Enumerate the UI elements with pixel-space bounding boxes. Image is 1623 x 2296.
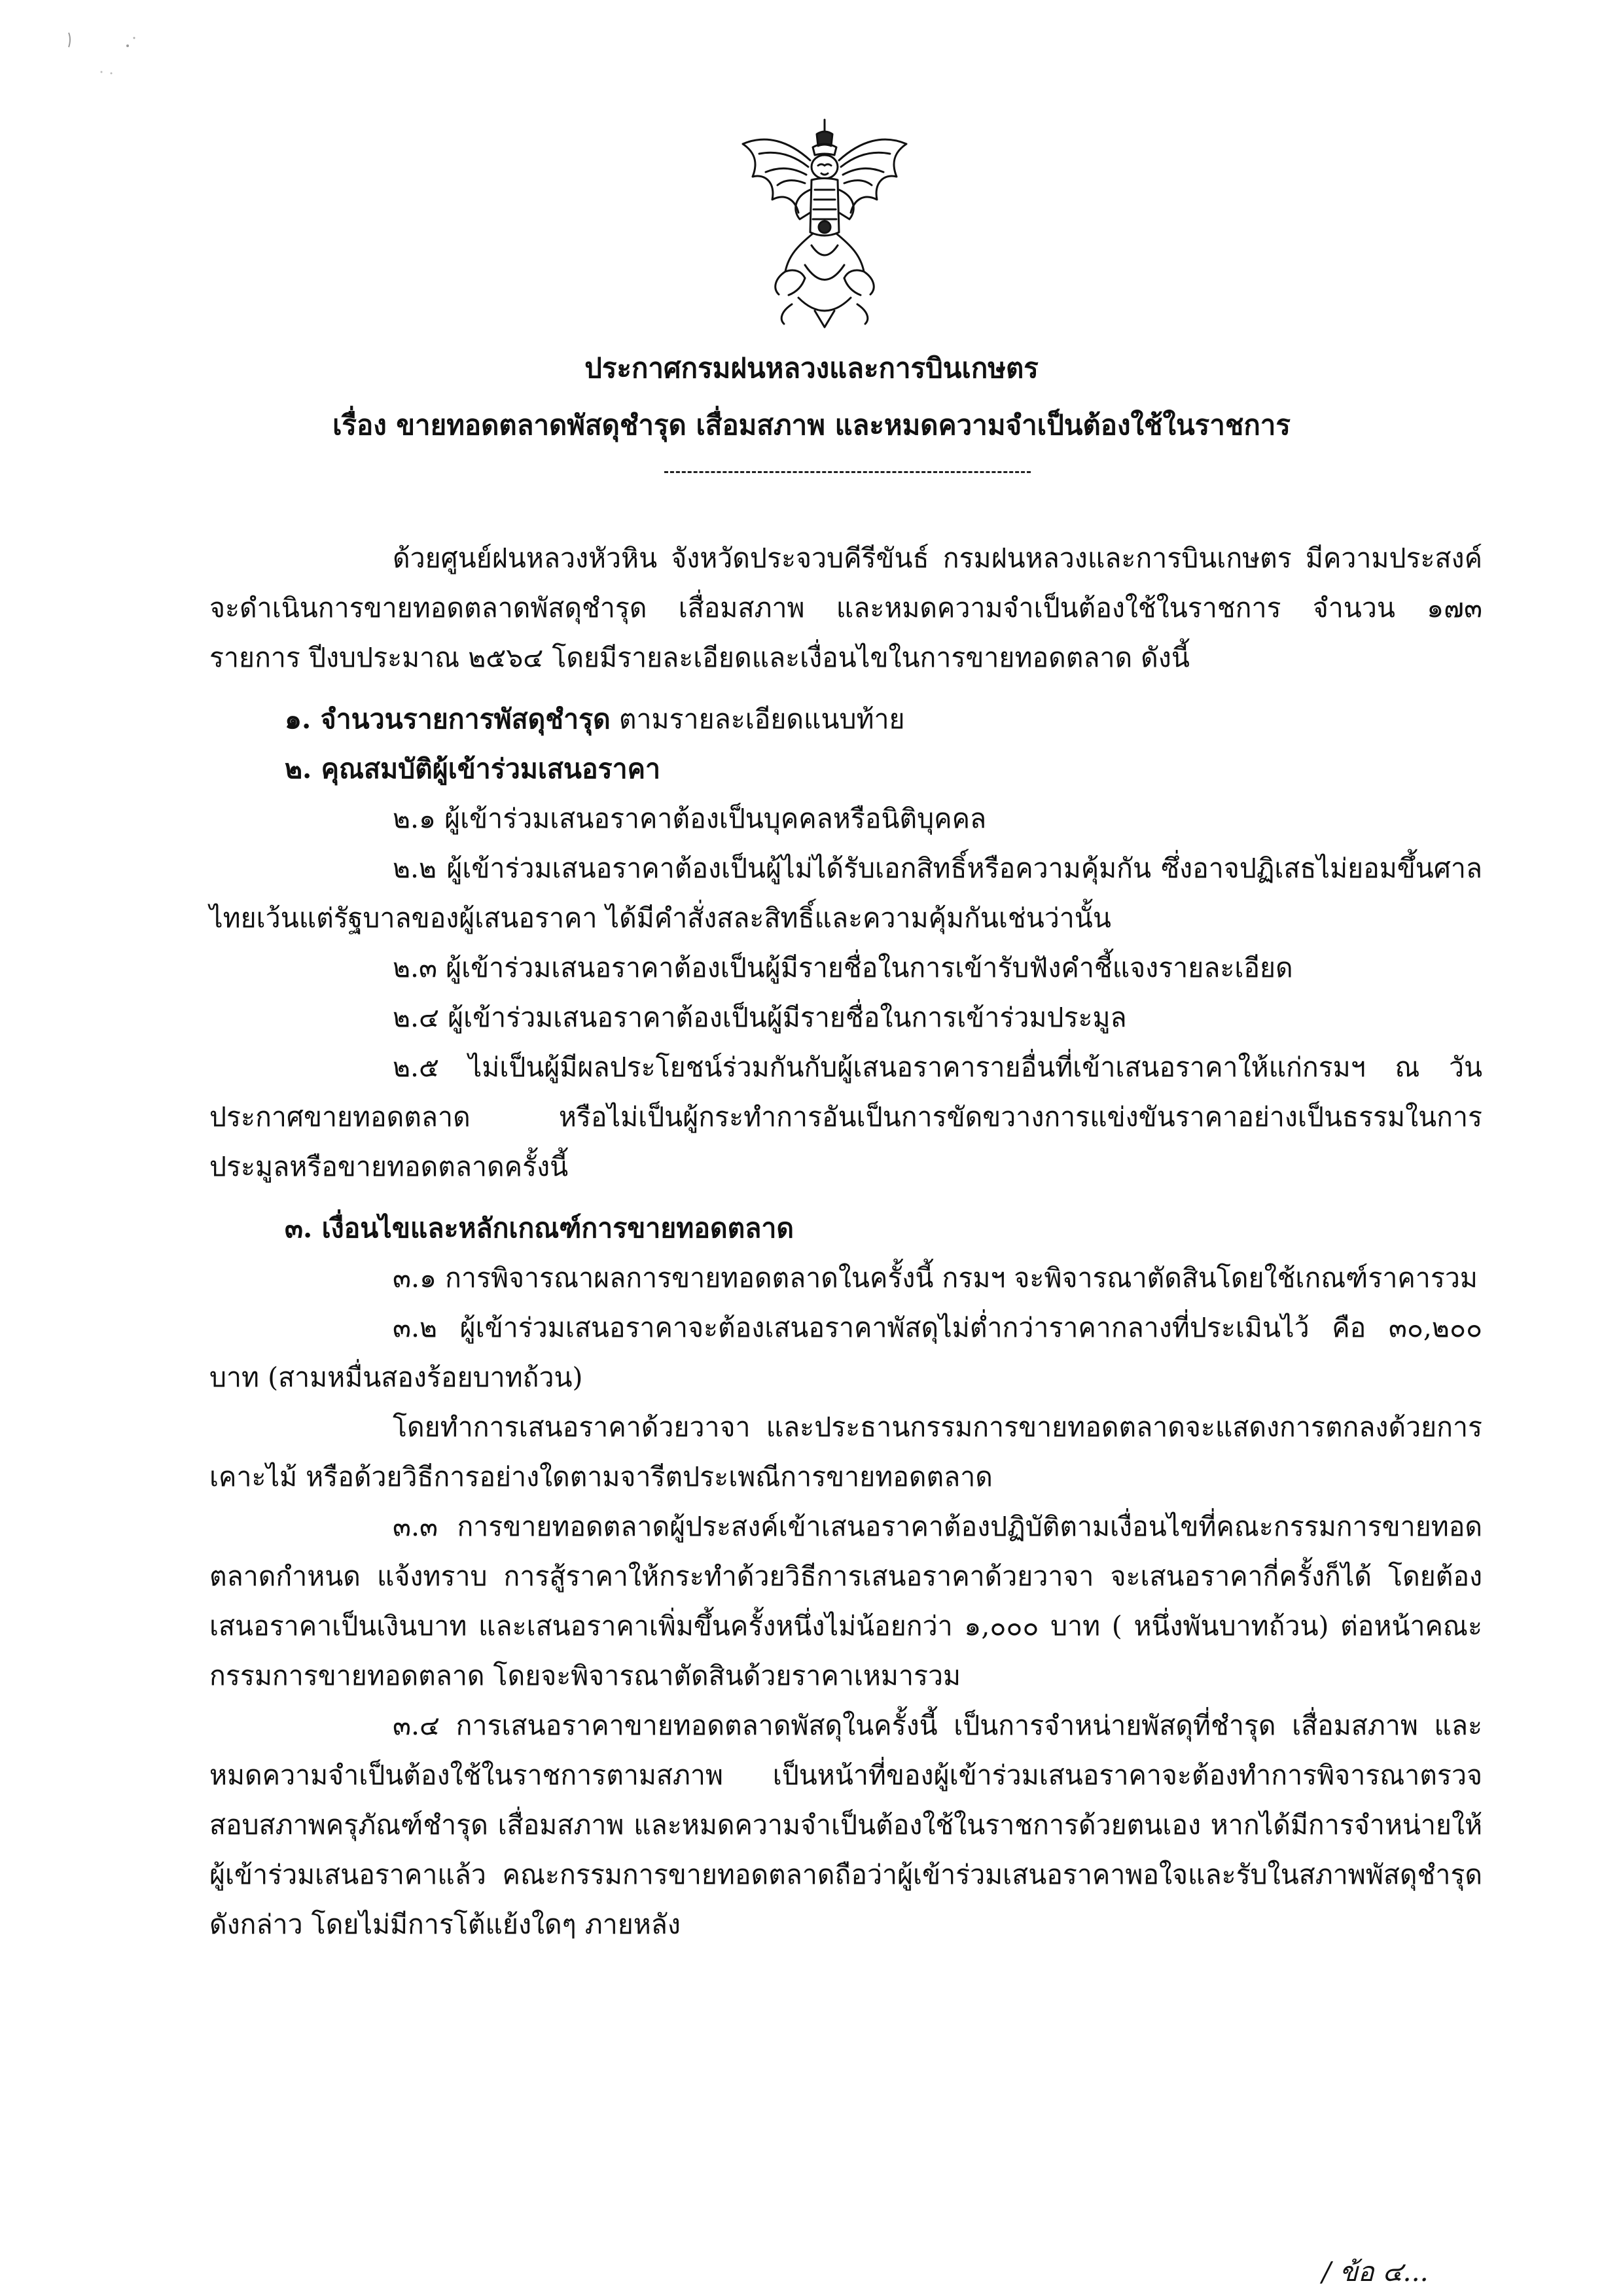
- document-body: [209, 533, 1482, 1949]
- section-3-item-2-cont: โดยทำการเสนอราคาด้วยวาจา และประธานกรรมการขายทอดตลาดจะแสดงการตกลงด้วยการเคาะไม้ หรือด้วยวิธีการอย่างใดตามจารีตประเพณีการขายทอดตลาด: [209, 1411, 1482, 1492]
- announcement-title: ประกาศกรมฝนหลวงและการบินเกษตร: [584, 352, 1039, 384]
- section-3-item-3: ๓.๓ การขายทอดตลาดผู้ประสงค์เข้าเสนอราคาต้องปฏิบัติตามเงื่อนไขที่คณะกรรมการขายทอดตลาดกำหนด แจ้งทราบ การสู้ราคาให้กระทำด้วยวิธีการเสนอราคาด้วยวาจา จะเสนอราคากี่ครั้งก็ได้ โดยต้องเสนอราคาเป็นเงินบาท และเสนอราคาเพิ่มขึ้นครั้งหนึ่งไม่น้อยกว่า ๑,๐๐๐ บาท ( หนึ่งพันบาทถ้วน) ต่อหน้าคณะกรรมการขายทอดตลาด โดยจะพิจารณาตัดสินด้วยราคาเหมารวม: [209, 1511, 1482, 1691]
- section-3-item-1: ๓.๑ การพิจารณาผลการขายทอดตลาดในครั้งนี้ กรมฯ จะพิจารณาตัดสินโดยใช้เกณฑ์ราคารวม: [393, 1262, 1478, 1294]
- section-3-heading: ๓. เงื่อนไขและหลักเกณฑ์การขายทอดตลาด: [285, 1212, 794, 1244]
- garuda-emblem-icon: [726, 115, 923, 330]
- section-2-item-4: ๒.๔ ผู้เข้าร่วมเสนอราคาต้องเป็นผู้มีรายชื่อในการเข้าร่วมประมูล: [393, 1002, 1127, 1033]
- section-1-text: ตามรายละเอียดแนบท้าย: [610, 703, 905, 735]
- section-1: [209, 694, 1482, 744]
- section-3-item-2: ๓.๒ ผู้เข้าร่วมเสนอราคาจะต้องเสนอราคาพัสดุไม่ต่ำกว่าราคากลางที่ประเมินไว้ คือ ๓๐,๒๐๐ บาท (สามหมื่นสองร้อยบาทถ้วน): [209, 1312, 1482, 1393]
- title-divider: [664, 471, 1031, 473]
- section-2-item-5: ๒.๕ ไม่เป็นผู้มีผลประโยชน์ร่วมกันกับผู้เสนอราคารายอื่นที่เข้าเสนอราคาให้แก่กรมฯ ณ วันประกาศขายทอดตลาด หรือไม่เป็นผู้กระทำการอันเป็นการขัดขวางการแข่งขันราคาอย่างเป็นธรรมในการประมูลหรือขายทอดตลาดครั้งนี้: [209, 1051, 1482, 1182]
- intro-paragraph: ด้วยศูนย์ฝนหลวงหัวหิน จังหวัดประจวบคีรีขันธ์ กรมฝนหลวงและการบินเกษตร มีความประสงค์จะดำเนินการขายทอดตลาดพัสดุชำรุด เสื่อมสภาพ และหมดความจำเป็นต้องใช้ในราชการ จำนวน ๑๗๓ รายการ ปีงบประมาณ ๒๕๖๔ โดยมีรายละเอียดและเงื่อนไขในการขายทอดตลาด ดังนี้: [209, 542, 1482, 673]
- announcement-subject: เรื่อง ขายทอดตลาดพัสดุชำรุด เสื่อมสภาพ และหมดความจำเป็นต้องใช้ในราชการ: [332, 409, 1291, 441]
- section-3-item-4: ๓.๔ การเสนอราคาขายทอดตลาดพัสดุในครั้งนี้ เป็นการจำหน่ายพัสดุที่ชำรุด เสื่อมสภาพ และหมดความจำเป็นต้องใช้ในราชการตามสภาพ เป็นหน้าที่ของผู้เข้าร่วมเสนอราคาจะต้องทำการพิจารณาตรวจสอบสภาพครุภัณฑ์ชำรุด เสื่อมสภาพ และหมดความจำเป็นต้องใช้ในราชการด้วยตนเอง หากได้มีการจำหน่ายให้ผู้เข้าร่วมเสนอราคาแล้ว คณะกรรมการขายทอดตลาดถือว่าผู้เข้าร่วมเสนอราคาพอใจและรับในสภาพพัสดุชำรุดดังกล่าว โดยไม่มีการโต้แย้งใดๆ ภายหลัง: [209, 1710, 1482, 1940]
- section-2-item-3: ๒.๓ ผู้เข้าร่วมเสนอราคาต้องเป็นผู้มีรายชื่อในการเข้ารับฟังคำชี้แจงรายละเอียด: [393, 952, 1293, 983]
- page-continuation: / ข้อ ๔...: [1322, 2256, 1429, 2287]
- section-2-heading: ๒. คุณสมบัติผู้เข้าร่วมเสนอราคา: [285, 753, 661, 785]
- section-1-heading: ๑. จำนวนรายการพัสดุชำรุด: [285, 703, 611, 735]
- section-2-item-1: ๒.๑ ผู้เข้าร่วมเสนอราคาต้องเป็นบุคคลหรือนิติบุคคล: [393, 803, 987, 834]
- scan-mark-icon: [62, 20, 141, 105]
- section-2-item-2: ๒.๒ ผู้เข้าร่วมเสนอราคาต้องเป็นผู้ไม่ได้รับเอกสิทธิ์หรือความคุ้มกัน ซึ่งอาจปฏิเสธไม่ยอมขึ้นศาลไทยเว้นแต่รัฐบาลของผู้เสนอราคา ได้มีคำสั่งสละสิทธิ์และความคุ้มกันเช่นว่านั้น: [209, 853, 1482, 934]
